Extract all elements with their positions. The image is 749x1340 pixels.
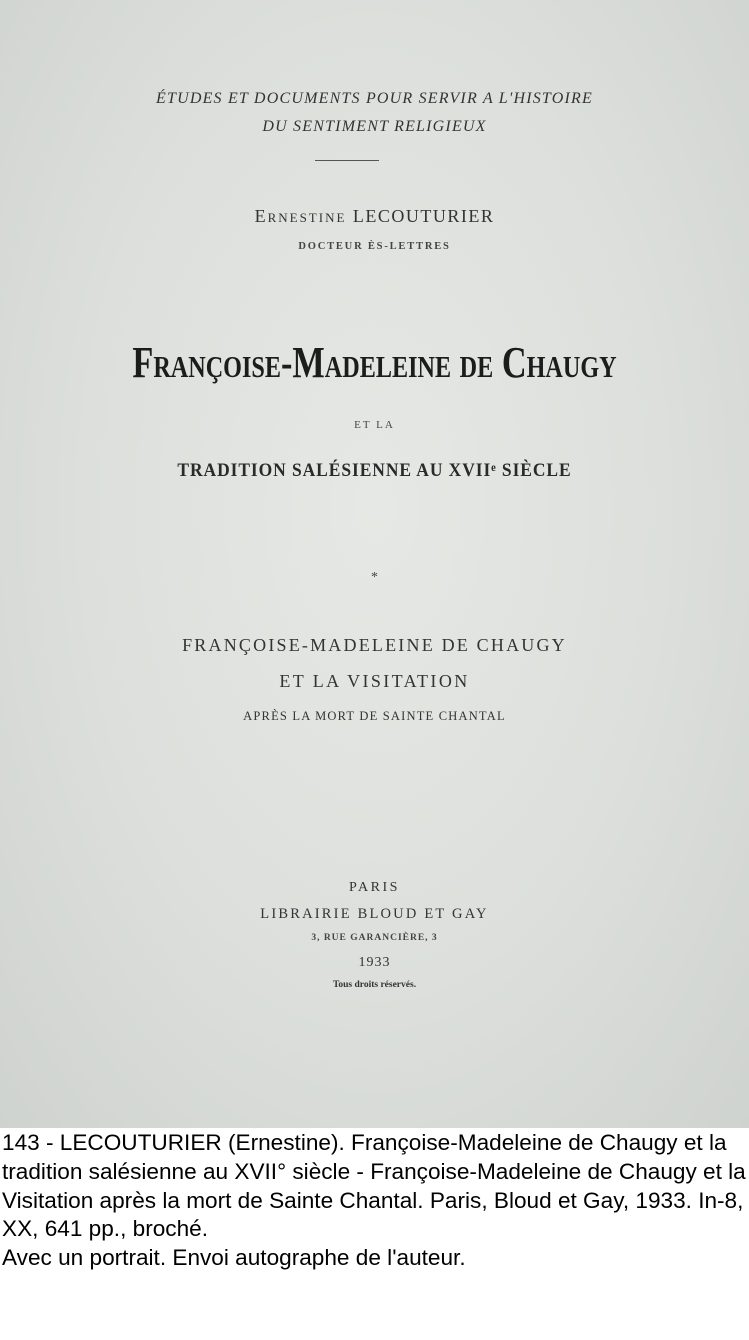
title-connector: ET LA — [354, 419, 395, 431]
author-degree: DOCTEUR ÈS-LETTRES — [298, 241, 451, 252]
book-subtitle: TRADITION SALÉSIENNE AU XVIIᵉ SIÈCLE — [177, 460, 572, 481]
publisher-name: LIBRAIRIE BLOUD ET GAY — [260, 906, 489, 922]
author-firstname: Ernestine — [254, 206, 347, 226]
divider-rule — [315, 160, 379, 161]
publication-year: 1933 — [358, 955, 391, 970]
volume-title-line-2: ET LA VISITATION — [279, 671, 470, 691]
asterisk-ornament: * — [371, 570, 378, 585]
publisher-address: 3, RUE GARANCIÈRE, 3 — [311, 933, 438, 943]
caption-note: Avec un portrait. Envoi autographe de l'auteur. — [2, 1245, 466, 1271]
author-surname: LECOUTURIER — [352, 206, 495, 226]
publisher-city: PARIS — [349, 880, 400, 895]
book-title: Françoise-Madeleine de Chaugy — [132, 338, 617, 387]
rights-notice: Tous droits réservés. — [332, 980, 417, 990]
author-name — [0, 206, 749, 227]
caption-description: 143 - LECOUTURIER (Ernestine). Françoise-Madeleine de Chaugy et la tradition salésienne au XVII° siècle - Françoise-Madeleine de Chaugy et la Visitation après la mort de Sainte Chantal. Paris, Bloud et Gay, 1933. In-8, XX, 641 pp., broché. — [2, 1130, 746, 1242]
catalog-caption — [2, 1129, 747, 1273]
series-line-1: ÉTUDES ET DOCUMENTS POUR SERVIR A L'HISTOIRE — [156, 90, 593, 107]
volume-subtitle: APRÈS LA MORT DE SAINTE CHANTAL — [243, 709, 506, 723]
volume-title-line-1: FRANÇOISE-MADELEINE DE CHAUGY — [182, 635, 567, 655]
series-line-2: DU SENTIMENT RELIGIEUX — [262, 118, 487, 135]
